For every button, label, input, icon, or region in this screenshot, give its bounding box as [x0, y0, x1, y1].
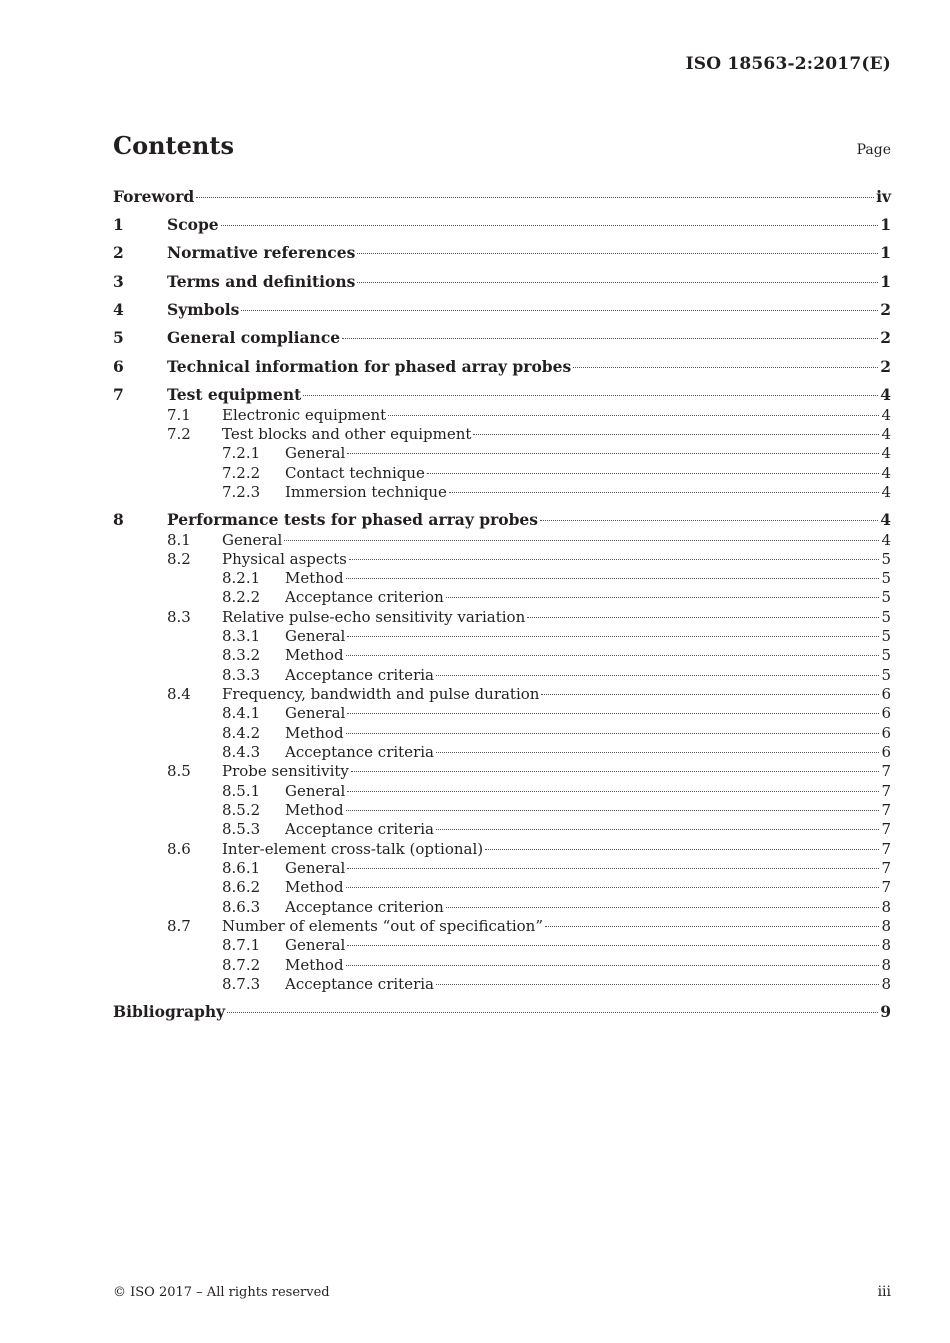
- dot-leader: [527, 617, 879, 618]
- toc-entry-title: Relative pulse-echo sensitivity variation: [222, 608, 526, 626]
- toc-entry[interactable]: [113, 405, 891, 425]
- toc-entry[interactable]: [113, 443, 891, 463]
- toc-entry-title: General: [285, 936, 346, 954]
- toc-entry[interactable]: [113, 761, 891, 781]
- footer-page-number: iii: [877, 1284, 891, 1300]
- toc-entry-number: 8.4.1: [222, 704, 261, 722]
- toc-entry[interactable]: [113, 723, 891, 743]
- toc-entry[interactable]: [113, 215, 891, 235]
- toc-entry-page: iv: [876, 187, 891, 206]
- toc-entry-number: 8.3: [167, 608, 191, 626]
- dot-leader: [346, 887, 880, 888]
- toc-entry-page: 4: [881, 531, 891, 549]
- dot-leader: [388, 415, 879, 416]
- toc-entry-title: Acceptance criterion: [285, 898, 444, 916]
- toc-entry[interactable]: [113, 187, 891, 207]
- toc-entry-title: Method: [285, 801, 344, 819]
- toc-entry[interactable]: [113, 482, 891, 502]
- document-id: ISO 18563-2:2017(E): [685, 54, 891, 74]
- dot-leader: [346, 578, 880, 579]
- toc-entry[interactable]: [113, 742, 891, 762]
- toc-entry-page: 5: [881, 608, 891, 626]
- page-title: Contents: [113, 131, 234, 160]
- toc-entry[interactable]: [113, 568, 891, 588]
- dot-leader: [446, 907, 880, 908]
- dot-leader: [436, 984, 879, 985]
- dot-leader: [427, 473, 880, 474]
- dot-leader: [303, 395, 878, 396]
- toc-entry-title: Acceptance criteria: [285, 743, 434, 761]
- toc-entry[interactable]: [113, 328, 891, 348]
- toc-entry-number: 1: [113, 215, 124, 234]
- toc-entry-title: Normative references: [167, 243, 356, 262]
- dot-leader: [196, 197, 874, 198]
- toc-entry-number: 8.5: [167, 762, 191, 780]
- toc-entry-page: 6: [881, 685, 891, 703]
- copyright-notice: © ISO 2017 – All rights reserved: [113, 1285, 330, 1300]
- dot-leader: [347, 453, 879, 454]
- toc-entry-number: 8.7: [167, 917, 191, 935]
- toc-entry-number: 3: [113, 272, 124, 291]
- toc-entry[interactable]: [113, 463, 891, 483]
- dot-leader: [473, 434, 879, 435]
- dot-leader: [221, 225, 879, 226]
- toc-entry-title: Method: [285, 569, 344, 587]
- toc-entry-number: 8.3.2: [222, 646, 261, 664]
- toc-entry-page: 2: [880, 300, 891, 319]
- toc-entry-title: Physical aspects: [222, 550, 347, 568]
- toc-entry-number: 4: [113, 300, 124, 319]
- toc-entry-page: 7: [881, 782, 891, 800]
- toc-entry[interactable]: [113, 357, 891, 377]
- toc-entry-title: Immersion technique: [285, 483, 447, 501]
- toc-entry-number: 8.6: [167, 840, 191, 858]
- toc-entry-title: General: [285, 859, 346, 877]
- dot-leader: [540, 520, 878, 521]
- toc-entry-page: 8: [881, 956, 891, 974]
- toc-entry-title: General: [222, 531, 283, 549]
- toc-entry-title: Bibliography: [113, 1002, 226, 1021]
- toc-entry-title: Number of elements “out of specification”: [222, 917, 543, 935]
- toc-entry-page: 5: [881, 588, 891, 606]
- toc-entry-title: Method: [285, 956, 344, 974]
- dot-leader: [436, 752, 879, 753]
- dot-leader: [446, 597, 880, 598]
- toc-entry[interactable]: [113, 839, 891, 859]
- toc-entry-page: 9: [880, 1002, 891, 1021]
- toc-entry[interactable]: [113, 877, 891, 897]
- toc-entry-title: Method: [285, 724, 344, 742]
- toc-entry[interactable]: [113, 703, 891, 723]
- toc-entry-number: 8.2.2: [222, 588, 261, 606]
- toc-entry-title: General: [285, 444, 346, 462]
- dot-leader: [227, 1012, 878, 1013]
- toc-entry-number: 8.5.2: [222, 801, 261, 819]
- toc-entry-page: 8: [881, 917, 891, 935]
- toc-entry[interactable]: [113, 684, 891, 704]
- dot-leader: [573, 367, 878, 368]
- dot-leader: [342, 338, 878, 339]
- toc-entry[interactable]: [113, 272, 891, 292]
- toc-entry-title: General: [285, 704, 346, 722]
- dot-leader: [346, 733, 880, 734]
- toc-entry-page: 4: [881, 425, 891, 443]
- toc-entry-page: 4: [880, 510, 891, 529]
- toc-entry-title: Scope: [167, 215, 219, 234]
- toc-entry-title: Frequency, bandwidth and pulse duration: [222, 685, 540, 703]
- dot-leader: [347, 791, 879, 792]
- toc-entry-page: 5: [881, 550, 891, 568]
- toc-entry-page: 5: [881, 666, 891, 684]
- toc-entry-number: 6: [113, 357, 124, 376]
- toc-entry-number: 8.5.3: [222, 820, 261, 838]
- toc-entry-page: 2: [880, 357, 891, 376]
- toc-entry-page: 1: [880, 272, 891, 291]
- toc-entry[interactable]: [113, 897, 891, 917]
- dot-leader: [347, 713, 879, 714]
- toc-entry-number: 8.7.3: [222, 975, 261, 993]
- toc-entry-number: 7.2.2: [222, 464, 261, 482]
- dot-leader: [347, 636, 879, 637]
- toc-entry-number: 8.2: [167, 550, 191, 568]
- toc-entry-title: Foreword: [113, 187, 195, 206]
- toc-entry-title: Acceptance criterion: [285, 588, 444, 606]
- toc-entry-number: 7.1: [167, 406, 191, 424]
- toc-entry-number: 7.2.1: [222, 444, 261, 462]
- toc-entry-page: 4: [881, 483, 891, 501]
- toc-entry-number: 5: [113, 328, 124, 347]
- toc-entry-page: 5: [881, 627, 891, 645]
- toc-entry-page: 8: [881, 936, 891, 954]
- toc-entry-number: 8.6.1: [222, 859, 261, 877]
- toc-entry-title: Inter-element cross-talk (optional): [222, 840, 484, 858]
- toc-entry[interactable]: [113, 549, 891, 569]
- dot-leader: [545, 926, 879, 927]
- toc-entry-page: 1: [880, 243, 891, 262]
- dot-leader: [346, 810, 880, 811]
- toc-entry[interactable]: [113, 1002, 891, 1022]
- toc-entry-title: General: [285, 782, 346, 800]
- toc-entry-number: 8.7.1: [222, 936, 261, 954]
- dot-leader: [347, 868, 879, 869]
- page-column-label: Page: [856, 142, 891, 158]
- toc-entry-number: 8.7.2: [222, 956, 261, 974]
- toc-entry-page: 4: [881, 406, 891, 424]
- dot-leader: [357, 282, 878, 283]
- toc-entry-number: 8.4.2: [222, 724, 261, 742]
- dot-leader: [284, 540, 879, 541]
- toc-entry-number: 7.2: [167, 425, 191, 443]
- toc-entry-title: Method: [285, 878, 344, 896]
- toc-entry-title: Test blocks and other equipment: [222, 425, 472, 443]
- toc-entry[interactable]: [113, 800, 891, 820]
- toc-entry[interactable]: [113, 819, 891, 839]
- toc-entry-title: Acceptance criteria: [285, 975, 434, 993]
- toc-entry[interactable]: [113, 781, 891, 801]
- dot-leader: [485, 849, 879, 850]
- toc-entry-page: 5: [881, 569, 891, 587]
- toc-entry-title: General: [285, 627, 346, 645]
- toc-entry-page: 5: [881, 646, 891, 664]
- toc-entry[interactable]: [113, 530, 891, 550]
- toc-entry-number: 7.2.3: [222, 483, 261, 501]
- toc-entry-number: 7: [113, 385, 124, 404]
- dot-leader: [347, 945, 879, 946]
- dot-leader: [351, 771, 880, 772]
- toc-entry[interactable]: [113, 935, 891, 955]
- toc-entry-page: 7: [881, 859, 891, 877]
- toc-entry-page: 4: [881, 464, 891, 482]
- toc-entry-number: 8.1: [167, 531, 191, 549]
- toc-entry[interactable]: [113, 385, 891, 405]
- toc-entry-title: Symbols: [167, 300, 240, 319]
- table-of-contents: [113, 0, 891, 1343]
- dot-leader: [357, 253, 878, 254]
- toc-entry-page: 7: [881, 878, 891, 896]
- toc-entry[interactable]: [113, 955, 891, 975]
- toc-entry-number: 8.3.3: [222, 666, 261, 684]
- toc-entry-page: 7: [881, 820, 891, 838]
- toc-entry-page: 2: [880, 328, 891, 347]
- toc-entry[interactable]: [113, 916, 891, 936]
- toc-entry[interactable]: [113, 665, 891, 685]
- toc-entry-page: 1: [880, 215, 891, 234]
- toc-entry-number: 8.4.3: [222, 743, 261, 761]
- dot-leader: [241, 310, 878, 311]
- dot-leader: [436, 675, 879, 676]
- toc-entry-number: 8.5.1: [222, 782, 261, 800]
- toc-entry-title: Terms and definitions: [167, 272, 356, 291]
- toc-entry-title: Method: [285, 646, 344, 664]
- toc-entry-number: 8: [113, 510, 124, 529]
- toc-entry[interactable]: [113, 645, 891, 665]
- toc-entry-page: 8: [881, 975, 891, 993]
- dot-leader: [346, 965, 880, 966]
- toc-entry-number: 2: [113, 243, 124, 262]
- toc-entry-number: 8.3.1: [222, 627, 261, 645]
- toc-entry-number: 8.2.1: [222, 569, 261, 587]
- toc-entry-title: Contact technique: [285, 464, 425, 482]
- toc-entry-number: 8.6.3: [222, 898, 261, 916]
- toc-entry[interactable]: [113, 424, 891, 444]
- toc-entry-title: Test equipment: [167, 385, 302, 404]
- toc-entry[interactable]: [113, 974, 891, 994]
- dot-leader: [436, 829, 879, 830]
- toc-entry-page: 7: [881, 762, 891, 780]
- toc-entry-title: Acceptance criteria: [285, 666, 434, 684]
- toc-entry-page: 4: [880, 385, 891, 404]
- toc-entry[interactable]: [113, 243, 891, 263]
- toc-entry-title: General compliance: [167, 328, 341, 347]
- toc-entry[interactable]: [113, 626, 891, 646]
- dot-leader: [449, 492, 880, 493]
- toc-entry-page: 8: [881, 898, 891, 916]
- toc-entry-page: 7: [881, 801, 891, 819]
- toc-entry-title: Performance tests for phased array probes: [167, 510, 539, 529]
- toc-entry-page: 6: [881, 724, 891, 742]
- toc-entry-title: Technical information for phased array probes: [167, 357, 572, 376]
- toc-entry[interactable]: [113, 300, 891, 320]
- dot-leader: [346, 655, 880, 656]
- toc-entry-page: 7: [881, 840, 891, 858]
- toc-entry-number: 8.4: [167, 685, 191, 703]
- dot-leader: [349, 559, 880, 560]
- toc-entry-title: Acceptance criteria: [285, 820, 434, 838]
- toc-entry[interactable]: [113, 587, 891, 607]
- toc-entry-page: 6: [881, 743, 891, 761]
- toc-entry-page: 4: [881, 444, 891, 462]
- toc-entry[interactable]: [113, 858, 891, 878]
- toc-entry-title: Probe sensitivity: [222, 762, 349, 780]
- dot-leader: [541, 694, 879, 695]
- toc-entry-number: 8.6.2: [222, 878, 261, 896]
- toc-entry[interactable]: [113, 607, 891, 627]
- toc-entry[interactable]: [113, 510, 891, 530]
- toc-entry-title: Electronic equipment: [222, 406, 387, 424]
- toc-entry-page: 6: [881, 704, 891, 722]
